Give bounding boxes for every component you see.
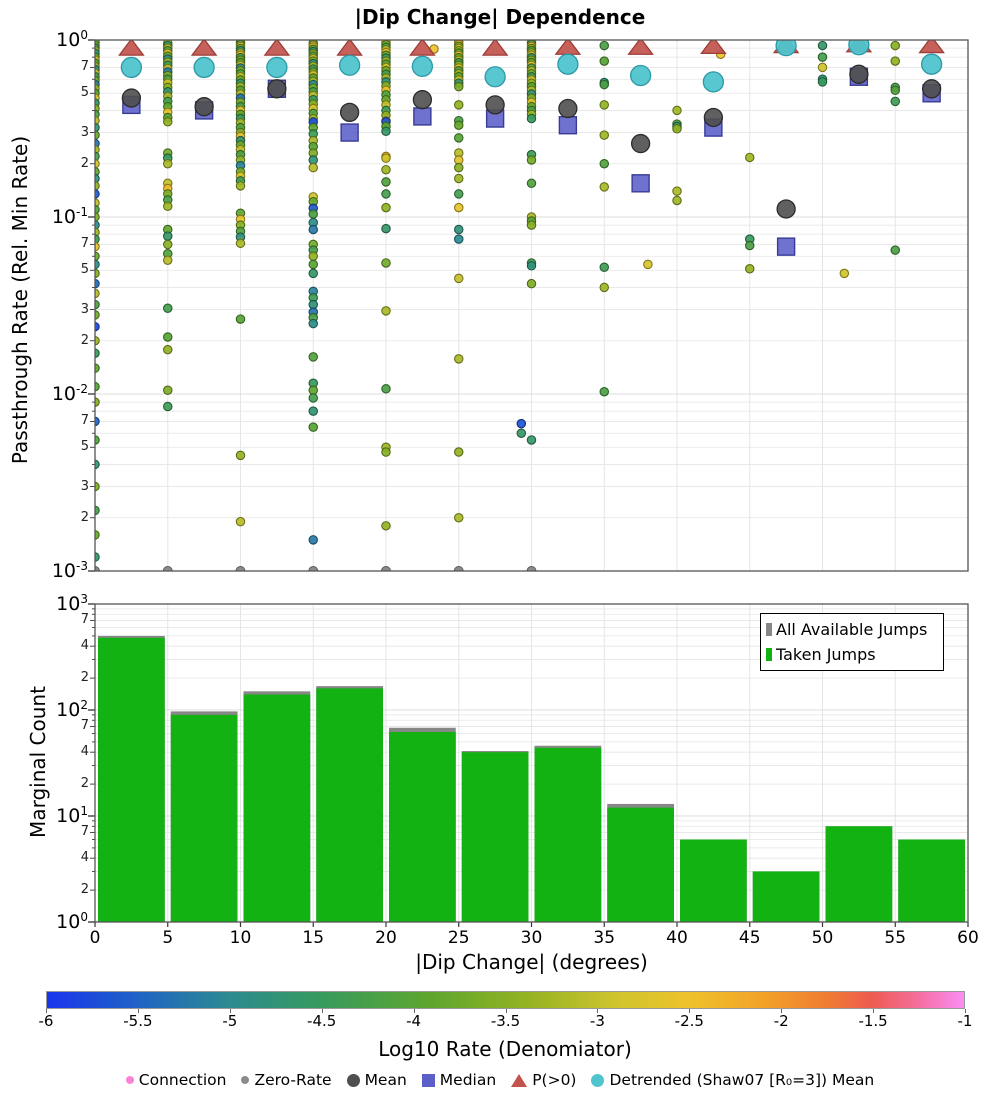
scatter-point (164, 240, 172, 248)
xtick-label: 0 (89, 928, 101, 948)
top-ytick-label-minor: 5 (80, 85, 89, 101)
scatter-point (164, 118, 172, 126)
scatter-point (382, 154, 390, 162)
scatter-point (673, 106, 681, 114)
scatter-point (455, 514, 463, 522)
scatter-point (309, 156, 317, 164)
scatter-point (600, 160, 608, 168)
xtick-label: 20 (375, 928, 397, 948)
mean-marker (850, 65, 868, 83)
top-ytick-label-minor: 7 (80, 236, 89, 252)
scatter-point (382, 166, 390, 174)
top-ytick-label-minor: 3 (80, 301, 89, 317)
xtick-label: 10 (229, 928, 252, 948)
scatter-point (309, 252, 317, 260)
scatter-point (309, 394, 317, 402)
p-gt0-marker (338, 39, 362, 55)
scatter-point (455, 134, 463, 142)
marker-legend-item (511, 1071, 576, 1089)
scatter-point (382, 203, 390, 211)
mean-marker (777, 200, 795, 218)
bottom-ytick-label-minor: 7 (80, 718, 89, 734)
colorbar-tick-label: -1 (957, 1012, 973, 1030)
circle-icon (347, 1074, 360, 1087)
marker-legend-label: Median (439, 1071, 497, 1089)
scatter-point (309, 353, 317, 361)
scatter-point (382, 190, 390, 198)
detrended-mean-marker (194, 57, 214, 77)
median-marker (414, 108, 431, 125)
scatter-point (455, 274, 463, 282)
marker-legend-label: P(>0) (532, 1071, 577, 1089)
marker-legend-label: Detrended (Shaw07 [R₀=3]) Mean (609, 1071, 875, 1089)
detrended-mean-marker (776, 36, 796, 56)
detrended-mean-marker (849, 35, 869, 55)
circle-icon (241, 1076, 249, 1084)
bar-taken (535, 748, 602, 922)
colorbar-tick-label: -2 (773, 1012, 789, 1030)
xtick-label: 25 (447, 928, 470, 948)
detrended-mean-marker (485, 67, 505, 87)
bottom-ytick-label-major: $10^2$ (56, 697, 88, 722)
scatter-point (455, 355, 463, 363)
scatter-point (236, 517, 244, 525)
scatter-point (382, 178, 390, 186)
scatter-point (455, 121, 463, 129)
mean-marker (341, 103, 359, 121)
scatter-point (673, 125, 681, 133)
median-marker (559, 117, 576, 134)
scatter-point (236, 239, 244, 247)
scatter-point (455, 82, 463, 90)
circle-icon (126, 1076, 134, 1084)
top-ytick-label-minor: 7 (80, 413, 89, 429)
bottom-ytick-label-minor: 2 (80, 882, 89, 898)
p-gt0-marker (192, 39, 216, 55)
top-ytick-label-major: $10^{-2}$ (51, 381, 88, 406)
scatter-point (673, 196, 681, 204)
scatter-point (164, 304, 172, 312)
scatter-point (309, 210, 317, 218)
scatter-point (164, 402, 172, 410)
scatter-point (746, 265, 754, 273)
scatter-point (164, 256, 172, 264)
bottom-ytick-label-minor: 7 (80, 824, 89, 840)
scatter-point (644, 260, 652, 268)
scatter-point (600, 57, 608, 65)
bottom-ytick-label-major: $10^0$ (56, 909, 88, 934)
scatter-point (455, 156, 463, 164)
legend-swatch-icon (766, 623, 772, 636)
mean-marker (486, 96, 504, 114)
p-gt0-marker (483, 39, 507, 55)
detrended-mean-marker (922, 54, 942, 74)
colorbar-tick-label: -3 (589, 1012, 605, 1030)
scatter-point (236, 182, 244, 190)
scatter-point (455, 163, 463, 171)
xtick-label: 40 (666, 928, 688, 948)
bar-taken (389, 732, 456, 922)
bar-taken (171, 715, 238, 922)
top-ytick-label-major: $10^0$ (56, 27, 88, 52)
top-ytick-label-minor: 3 (80, 478, 89, 494)
scatter-point (517, 419, 525, 427)
scatter-point (527, 221, 535, 229)
bottom-ytick-label-minor: 2 (80, 670, 89, 686)
square-icon (422, 1074, 435, 1087)
top-y-axis-label: Passthrough Rate (Rel. Min Rate) (8, 135, 32, 465)
bar-taken (680, 840, 747, 922)
scatter-point (746, 153, 754, 161)
xtick-label: 5 (162, 928, 174, 948)
xtick-label: 35 (593, 928, 616, 948)
scatter-point (309, 536, 317, 544)
marker-legend-label: Mean (364, 1071, 407, 1089)
bar-taken (826, 826, 893, 922)
scatter-point (455, 235, 463, 243)
scatter-point (164, 160, 172, 168)
scatter-point (455, 448, 463, 456)
top-ytick-label-minor: 2 (80, 155, 89, 171)
scatter-point (517, 429, 525, 437)
marker-legend-item (591, 1071, 874, 1089)
mean-marker (632, 135, 650, 153)
colorbar-tick-label: -1.5 (858, 1012, 888, 1030)
scatter-point (527, 279, 535, 287)
scatter-point (673, 187, 681, 195)
marker-legend-item (126, 1071, 227, 1089)
bar-taken (607, 808, 674, 922)
xtick-label: 55 (884, 928, 907, 948)
xtick-label: 30 (520, 928, 543, 948)
scatter-point (309, 260, 317, 268)
x-axis-label: |Dip Change| (degrees) (415, 950, 648, 974)
top-ytick-label-minor: 7 (80, 59, 89, 75)
legend-label: All Available Jumps (776, 620, 928, 639)
mean-marker (195, 98, 213, 116)
scatter-point (891, 41, 899, 49)
marker-legend-item (422, 1071, 496, 1089)
scatter-point (236, 451, 244, 459)
scatter-point (309, 423, 317, 431)
colorbar-label: Log10 Rate (Denomiator) (378, 1037, 632, 1061)
scatter-point (455, 174, 463, 182)
legend-row (766, 642, 938, 667)
colorbar-tick-label: -6 (38, 1012, 54, 1030)
scatter-point (891, 246, 899, 254)
scatter-point (164, 202, 172, 210)
legend-label: Taken Jumps (776, 645, 876, 664)
top-ytick-label-minor: 5 (80, 262, 89, 278)
mean-marker (122, 89, 140, 107)
mean-marker (923, 80, 941, 98)
bar-taken (244, 695, 311, 922)
chart-title: |Dip Change| Dependence (354, 5, 646, 29)
bottom-ytick-label-major: $10^1$ (56, 803, 88, 828)
triangle-icon (511, 1074, 527, 1087)
scatter-point (527, 114, 535, 122)
bottom-ytick-label-minor: 4 (80, 850, 89, 866)
mean-marker (559, 100, 577, 118)
xtick-label: 60 (957, 928, 979, 948)
scatter-point (818, 63, 826, 71)
bar-taken (462, 752, 529, 922)
scatter-point (600, 80, 608, 88)
scatter-point (600, 183, 608, 191)
scatter-point (309, 386, 317, 394)
scatter-point (818, 41, 826, 49)
scatter-point (527, 262, 535, 270)
top-ytick-label-minor: 5 (80, 439, 89, 455)
scatter-point (455, 190, 463, 198)
detrended-mean-marker (631, 66, 651, 86)
scatter-point (818, 78, 826, 86)
colorbar-tick-label: -5.5 (123, 1012, 153, 1030)
p-gt0-marker (920, 37, 944, 53)
bar-taken (898, 840, 965, 922)
xtick-label: 50 (811, 928, 834, 948)
median-marker (632, 175, 649, 192)
top-ytick-label-minor: 2 (80, 509, 89, 525)
scatter-point (527, 436, 535, 444)
detrended-mean-marker (340, 55, 360, 75)
scatter-point (455, 101, 463, 109)
colorbar-tick-label: -4 (406, 1012, 422, 1030)
scatter-point (527, 179, 535, 187)
scatter-point (382, 522, 390, 530)
p-gt0-marker (265, 39, 289, 55)
xtick-label: 15 (302, 928, 325, 948)
colorbar-tick-label: -5 (222, 1012, 238, 1030)
colorbar-tick-label: -3.5 (490, 1012, 521, 1030)
bottom-ytick-label-minor: 7 (80, 612, 89, 628)
scatter-point (382, 259, 390, 267)
top-ytick-label-major: $10^{-3}$ (51, 558, 88, 583)
circle-icon (591, 1074, 604, 1087)
colorbar-tick-label: -2.5 (674, 1012, 704, 1030)
scatter-point (600, 263, 608, 271)
marker-legend-item (241, 1071, 331, 1089)
top-ytick-label-minor: 2 (80, 332, 89, 348)
scatter-point (164, 345, 172, 353)
scatter-point (309, 163, 317, 171)
mean-marker (704, 108, 722, 126)
scatter-point (527, 156, 535, 164)
scatter-point (840, 269, 848, 277)
scatter-point (600, 388, 608, 396)
scatter-point (382, 385, 390, 393)
median-marker (341, 124, 358, 141)
scatter-point (382, 307, 390, 315)
scatter-point (455, 203, 463, 211)
median-marker (778, 238, 795, 255)
bottom-ytick-label-minor: 2 (80, 776, 89, 792)
marker-legend-label: Connection (138, 1071, 227, 1089)
scatter-point (818, 53, 826, 61)
top-ytick-label-major: $10^{-1}$ (51, 204, 88, 229)
marker-legend-row (0, 1071, 1000, 1089)
scatter-point (746, 241, 754, 249)
scatter-point (164, 386, 172, 394)
bar-taken (753, 871, 820, 922)
scatter-point (382, 127, 390, 135)
marker-legend-item (347, 1071, 407, 1089)
detrended-mean-marker (703, 72, 723, 92)
scatter-point (164, 333, 172, 341)
scatter-point (891, 86, 899, 94)
scatter-point (382, 224, 390, 232)
bottom-ytick-label-minor: 4 (80, 638, 89, 654)
scatter-point (309, 269, 317, 277)
scatter-point (600, 283, 608, 291)
bottom-ytick-label-major: $10^3$ (56, 591, 88, 616)
scatter-point (309, 225, 317, 233)
p-gt0-marker (119, 39, 143, 55)
detrended-mean-marker (558, 54, 578, 74)
bar-taken (316, 688, 383, 922)
top-ytick-label-minor: 3 (80, 124, 89, 140)
mean-marker (268, 80, 286, 98)
bar-taken (98, 638, 165, 922)
scatter-point (891, 97, 899, 105)
detrended-mean-marker (267, 57, 287, 77)
scatter-point (600, 41, 608, 49)
scatter-point (382, 448, 390, 456)
scatter-point (164, 232, 172, 240)
legend-row (766, 617, 938, 642)
legend-swatch-icon (766, 648, 772, 661)
bottom-ytick-label-minor: 4 (80, 744, 89, 760)
histogram-legend (760, 613, 944, 671)
scatter-point (600, 131, 608, 139)
mean-marker (413, 91, 431, 109)
scatter-point (455, 225, 463, 233)
colorbar (46, 991, 965, 1009)
xtick-label: 45 (738, 928, 761, 948)
scatter-point (891, 57, 899, 65)
scatter-point (309, 319, 317, 327)
bottom-y-axis-label: Marginal Count (26, 686, 50, 838)
scatter-point (236, 315, 244, 323)
marker-legend-label: Zero-Rate (254, 1071, 332, 1089)
detrended-mean-marker (412, 56, 432, 76)
detrended-mean-marker (121, 57, 141, 77)
scatter-point (600, 101, 608, 109)
colorbar-tick-label: -4.5 (307, 1012, 337, 1030)
scatter-point (309, 407, 317, 415)
